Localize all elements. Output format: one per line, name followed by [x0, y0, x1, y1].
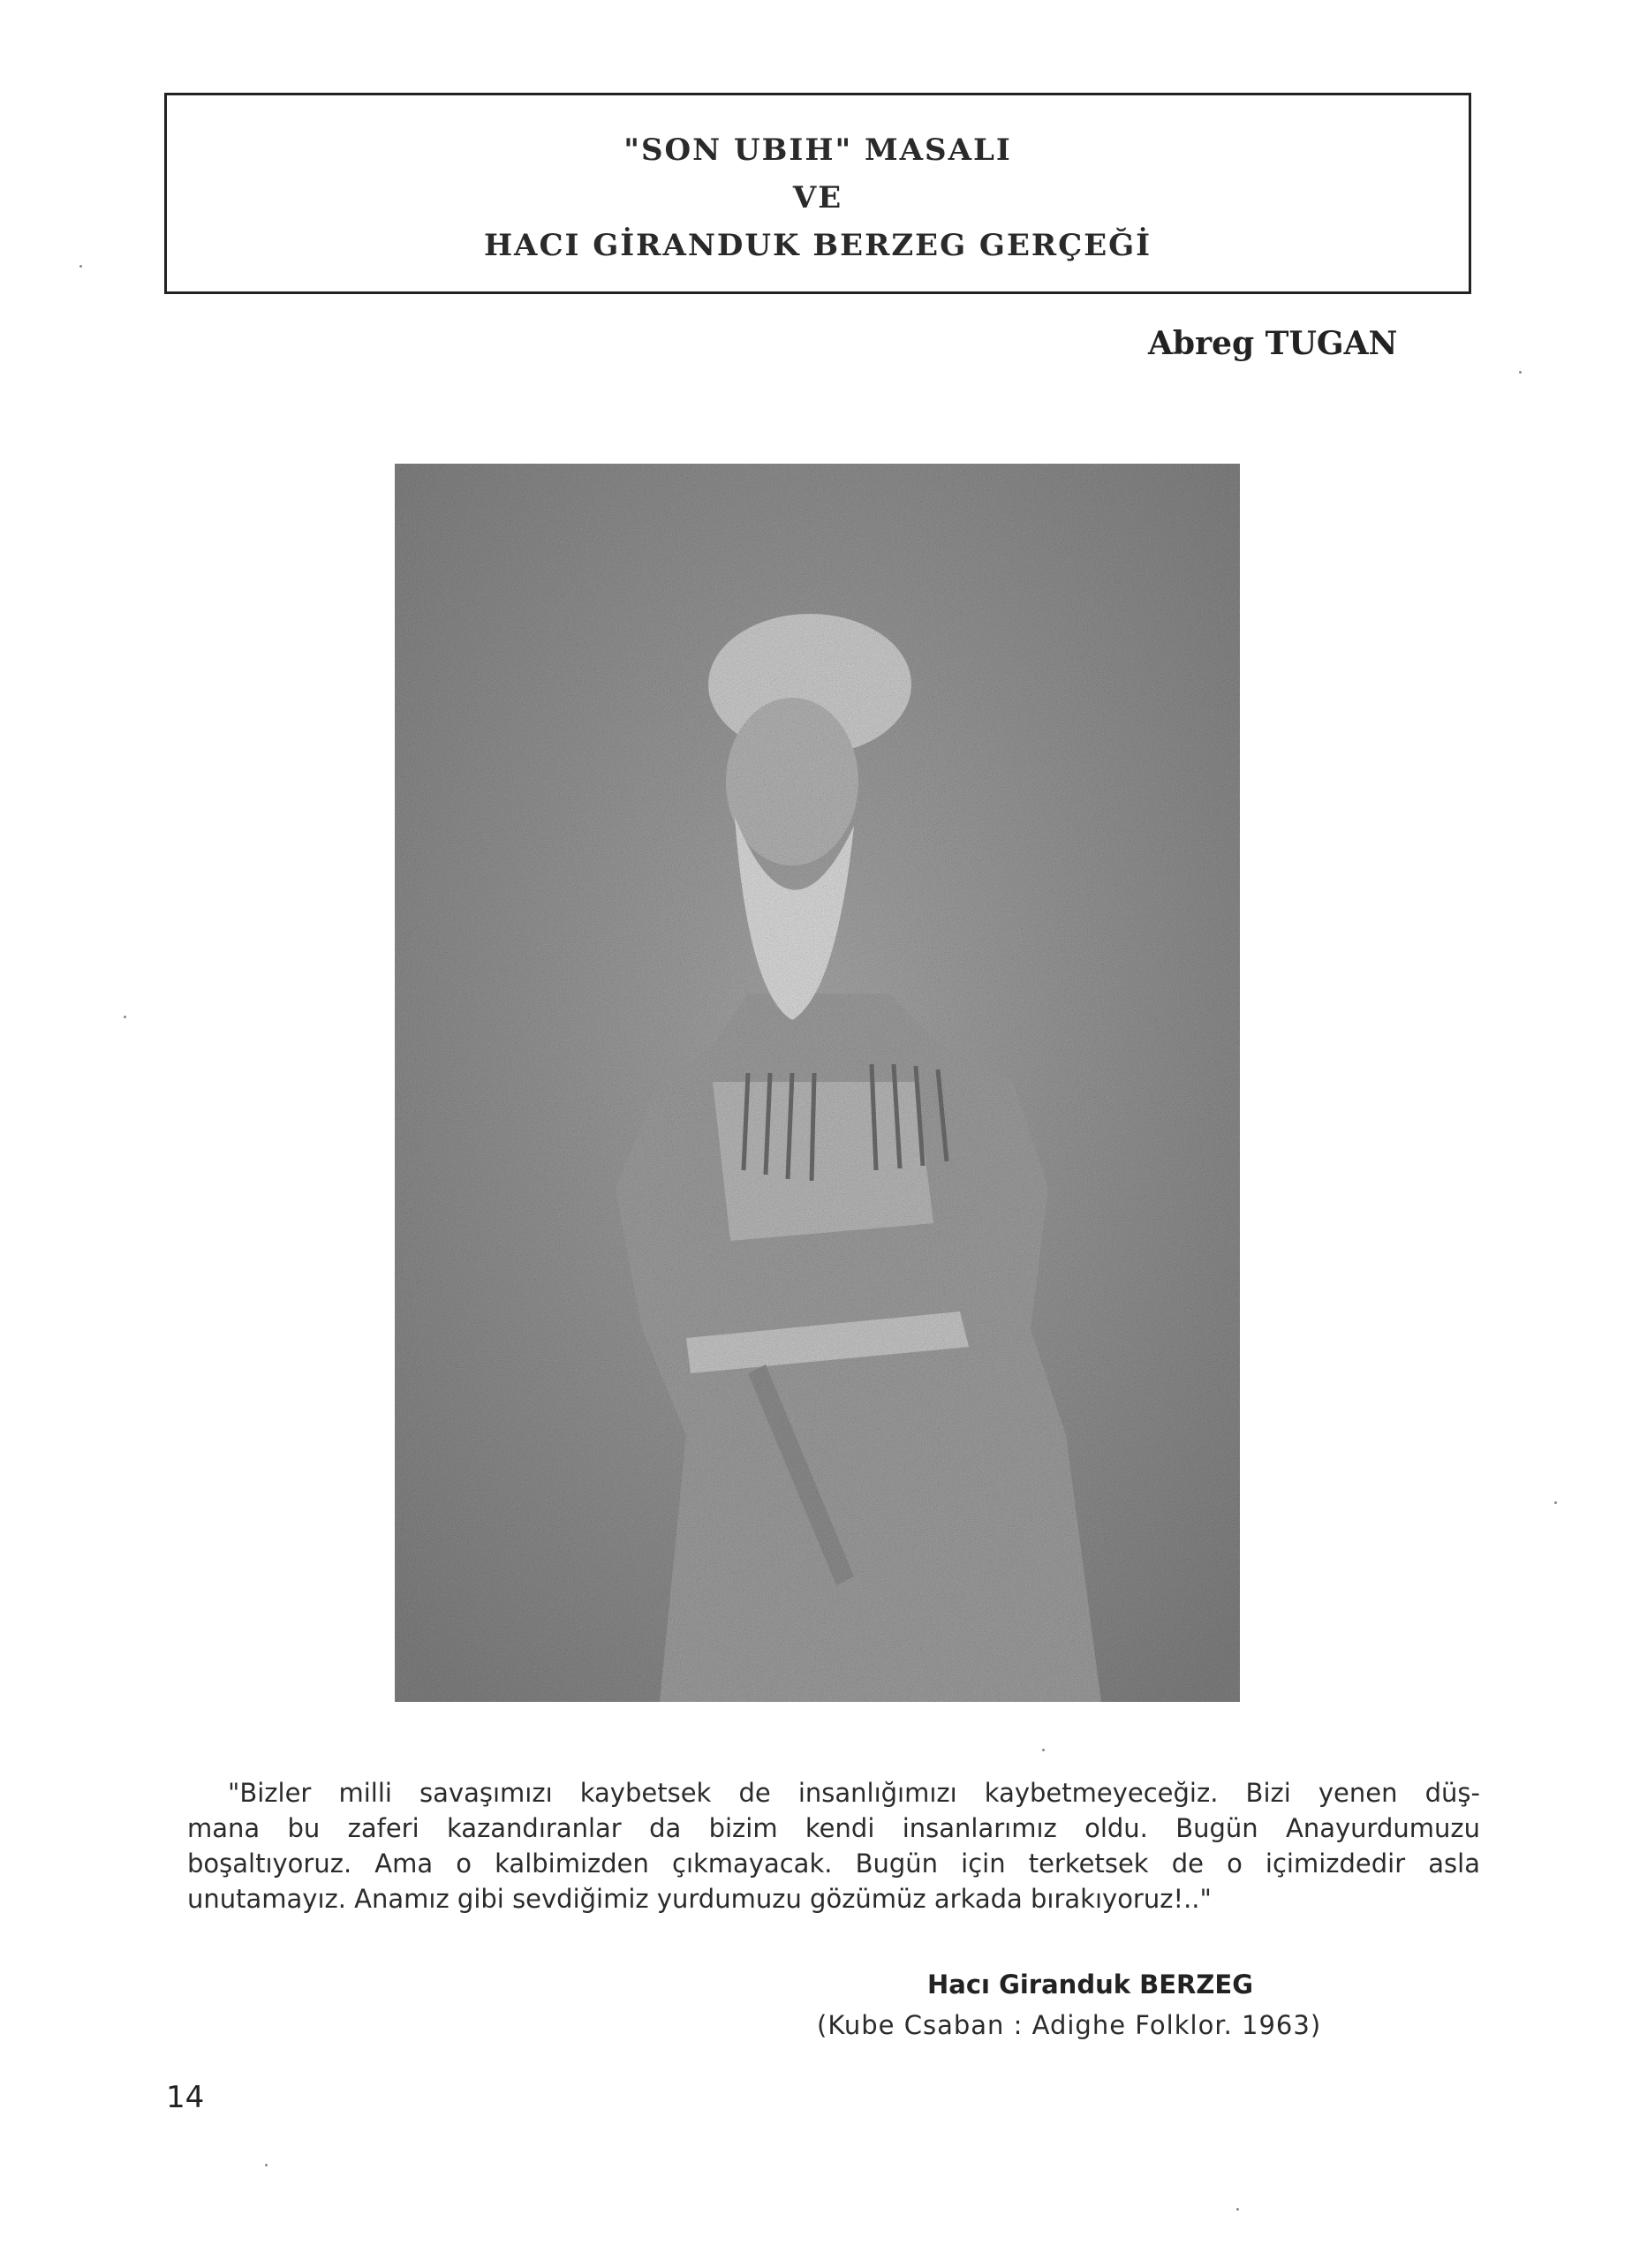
author-name: Abreg TUGAN	[1148, 325, 1398, 362]
quote-line: unutamayız. Anamız gibi sevdiğimiz yurdumuzu gözümüz arkada bırakıyoruz!.."	[187, 1884, 1212, 1914]
scan-speck	[79, 265, 82, 268]
scan-speck	[1519, 371, 1522, 374]
attribution-name: Hacı Giranduk BERZEG	[927, 1969, 1253, 2000]
scan-speck	[1236, 2208, 1239, 2211]
scan-speck	[1554, 1501, 1557, 1504]
title-line-3: HACI GİRANDUK BERZEG GERÇEĞİ	[483, 228, 1152, 263]
quote-line: boşaltıyoruz. Ama o kalbimizden çıkmayacak. Bugün için terketsek de o içimizdedir asla	[187, 1848, 1480, 1879]
quote-block	[187, 1775, 1480, 1916]
title-line-2: VE	[792, 180, 843, 215]
page-number: 14	[166, 2080, 205, 2115]
scan-speck	[124, 1016, 126, 1018]
title-line-1: "SON UBIH" MASALI	[623, 132, 1012, 168]
portrait-photo	[395, 464, 1240, 1702]
title-box	[164, 93, 1471, 294]
attribution-source: (Kube Csaban : Adighe Folklor. 1963)	[817, 2010, 1322, 2040]
scan-speck	[265, 2164, 268, 2166]
quote-line: mana bu zaferi kazandıranlar da bizim kendi insanlarımız oldu. Bugün Anayurdumuzu	[187, 1813, 1480, 1843]
quote-line: "Bizler milli savaşımızı kaybetsek de insanlığımızı kaybetmeyeceğiz. Bizi yenen düş-	[228, 1778, 1480, 1808]
scan-speck	[1042, 1749, 1045, 1751]
